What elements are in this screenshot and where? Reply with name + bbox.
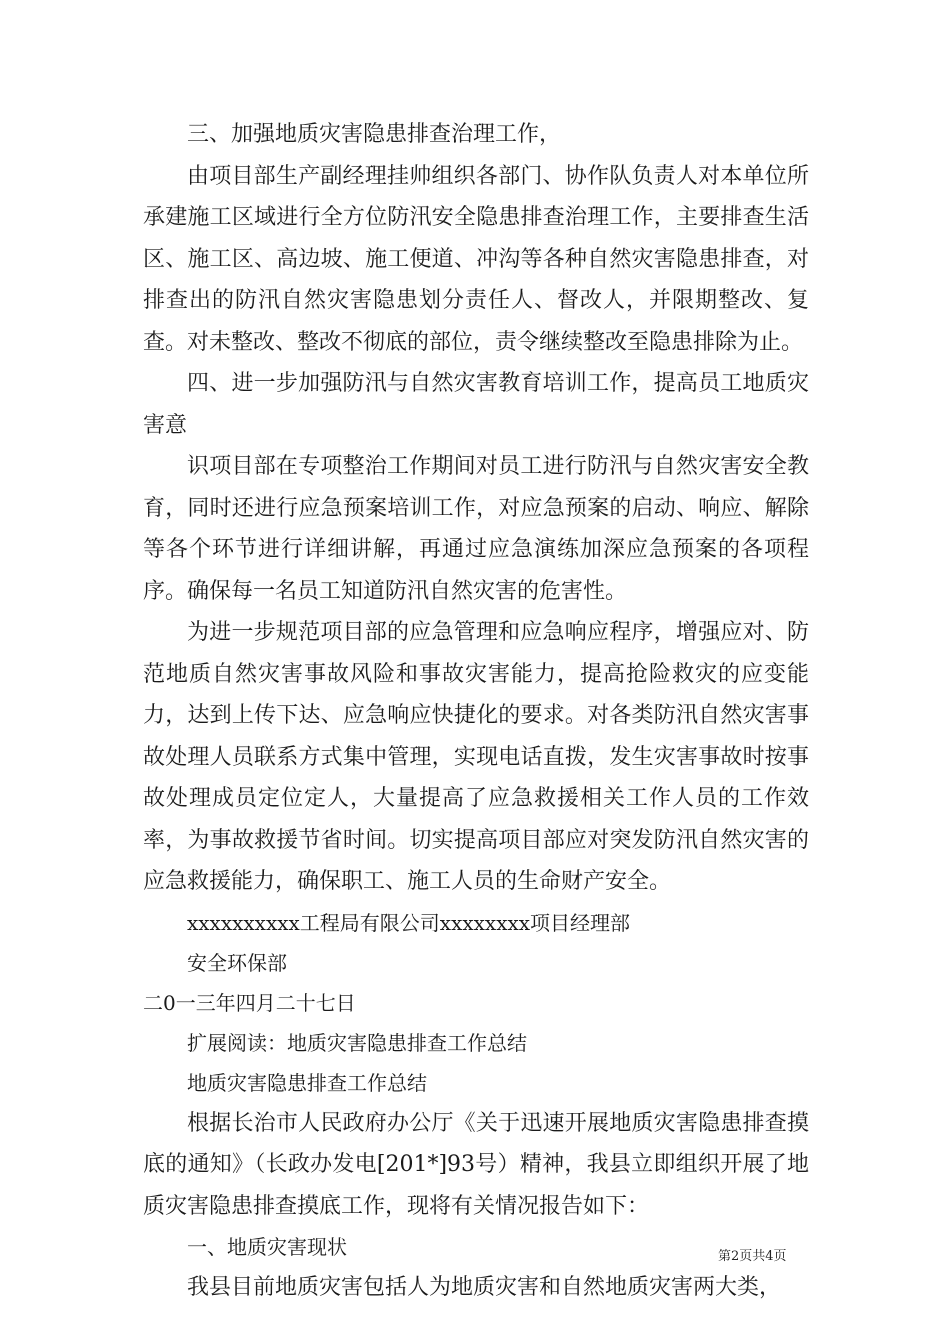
paragraph-notice-reference: 根据长治市人民政府办公厅《关于迅速开展地质灾害隐患排查摸底的通知》（长政办发电[201*]93号）精神，我县立即组织开展了地质灾害隐患排查摸底工作，现将有关情况报告如下： [143,1110,809,1219]
section-heading-1: 一、地质灾害现状 [187,1235,347,1259]
extended-reading-title: 扩展阅读：地质灾害隐患排查工作总结 [187,1030,527,1055]
document-body [143,114,809,1309]
page-number: 第2页共4页 [718,1249,787,1264]
document-date: 二0一三年四月二十七日 [143,990,356,1015]
section-heading-3: 三、加强地质灾害隐患排查治理工作， [187,122,562,147]
summary-title: 地质灾害隐患排查工作总结 [187,1070,427,1095]
department-signature: 安全环保部 [187,950,287,975]
paragraph-hazard-inspection: 由项目部生产副经理挂帅组织各部门、协作队负责人对本单位所承建施工区域进行全方位防汛安全隐患排查治理工作，主要排查生活区、施工区、高边坡、施工便道、冲沟等各种自然灾害隐患排查，对排查出的防汛自然灾害隐患划分责任人、督改人，并限期整改、复查。对未整改、整改不彻底的部位，责令继续整改至隐患排除为止。 [143,163,809,355]
company-signature: xxxxxxxxxx工程局有限公司xxxxxxxx项目经理部 [187,910,631,935]
paragraph-training: 识项目部在专项整治工作期间对员工进行防汛与自然灾害安全教育，同时还进行应急预案培训工作，对应急预案的启动、响应、解除等各个环节进行详细讲解，再通过应急演练加深应急预案的各项程序。确保每一名员工知道防汛自然灾害的危害性。 [143,454,809,604]
paragraph-hazard-status: 我县目前地质灾害包括人为地质灾害和自然地质灾害两大类， [187,1275,782,1300]
section-heading-4: 四、进一步加强防汛与自然灾害教育培训工作，提高员工地质灾害意 [143,371,809,438]
paragraph-emergency-management: 为进一步规范项目部的应急管理和应急响应程序，增强应对、防范地质自然灾害事故风险和事故灾害能力，提高抢险救灾的应变能力，达到上传下达、应急响应快捷化的要求。对各类防汛自然灾害事故处理人员联系方式集中管理，实现电话直拨，发生灾害事故时按事故处理成员定位定人，大量提高了应急救援相关工作人员的工作效率，为事故救援节省时间。切实提高项目部应对突发防汛自然灾害的应急救援能力，确保职工、施工人员的生命财产安全。 [143,620,809,894]
